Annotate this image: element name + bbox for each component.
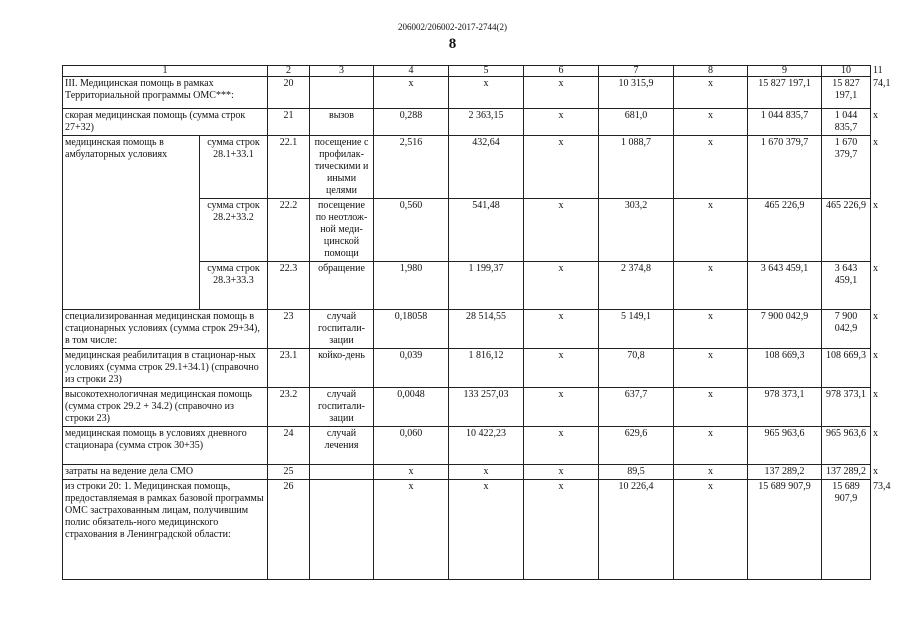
cell-c5: 2 363,15 bbox=[449, 109, 524, 136]
header-cell: 5 bbox=[449, 66, 524, 77]
header-cell: 8 bbox=[674, 66, 748, 77]
cell-c5: 1 816,12 bbox=[449, 349, 524, 388]
row-name: медицинская реабилитация в стационар-ных условиях (сумма строк 29.1+34.1) (справочно из строки 23) bbox=[63, 349, 268, 388]
row-subname: сумма строк 28.2+33.2 bbox=[200, 199, 268, 262]
row-name: специализированная медицинская помощь в стационарных условиях (сумма строк 29+34), в том числе: bbox=[63, 310, 268, 349]
row-unit: случай лечения bbox=[310, 427, 374, 465]
cell-c9: 465 226,9 bbox=[748, 199, 822, 262]
cell-c6: х bbox=[524, 427, 599, 465]
financing-table bbox=[62, 65, 891, 580]
cell-c10: 1 670 379,7 bbox=[822, 136, 871, 199]
header-cell: 9 bbox=[748, 66, 822, 77]
cell-c8: х bbox=[674, 77, 748, 109]
row-subname: сумма строк 28.3+33.3 bbox=[200, 262, 268, 310]
cell-c6: х bbox=[524, 310, 599, 349]
table-row: затраты на ведение дела СМО 25 х х х 89,5 х 137 289,2 137 289,2 х bbox=[63, 465, 871, 480]
page-number: 8 bbox=[448, 36, 457, 52]
cell-c6: х bbox=[524, 480, 599, 580]
cell-c8: х bbox=[674, 349, 748, 388]
table-row: сумма строк 28.2+33.2 22.2 посещение по неотлож-ной меди-цинской помощи 0,560 541,48 х 303,2 х 465 226,9 465 226,9 х bbox=[63, 199, 871, 262]
row-number: 20 bbox=[268, 77, 310, 109]
cell-c5: 28 514,55 bbox=[449, 310, 524, 349]
cell-c10: 7 900 042,9 bbox=[822, 310, 871, 349]
row-subname: сумма строк 28.1+33.1 bbox=[200, 136, 268, 199]
cell-c5: х bbox=[449, 77, 524, 109]
row-number: 26 bbox=[268, 480, 310, 580]
cell-c10: 108 669,3 bbox=[822, 349, 871, 388]
cell-c6: х bbox=[524, 262, 599, 310]
cell-c4: 0,560 bbox=[374, 199, 449, 262]
row-number: 23.2 bbox=[268, 388, 310, 427]
header-cell: 4 bbox=[374, 66, 449, 77]
row-number: 23 bbox=[268, 310, 310, 349]
row-unit bbox=[310, 465, 374, 480]
row-unit: случай госпитали-зации bbox=[310, 310, 374, 349]
cell-c6: х bbox=[524, 77, 599, 109]
row-unit: посещение с профилак-тическими и иными целями bbox=[310, 136, 374, 199]
cell-c9: 1 044 835,7 bbox=[748, 109, 822, 136]
row-number: 21 bbox=[268, 109, 310, 136]
row-unit: обращение bbox=[310, 262, 374, 310]
row-name: медицинская помощь в условиях дневного стационара (сумма строк 30+35) bbox=[63, 427, 268, 465]
cell-c5: х bbox=[449, 465, 524, 480]
cell-c6: х bbox=[524, 465, 599, 480]
row-number: 22.3 bbox=[268, 262, 310, 310]
cell-c10: 15 689 907,9 bbox=[822, 480, 871, 580]
cell-c6: х bbox=[524, 388, 599, 427]
table-row: высокотехнологичная медицинская помощь (сумма строк 29.2 + 34.2) (справочно из строки 23) 23.2 случай госпитали-зации 0,0048 133 257,03 х 637,7 х 978 373,1 978 373,1 х bbox=[63, 388, 871, 427]
cell-c5: 10 422,23 bbox=[449, 427, 524, 465]
cell-c8: х bbox=[674, 262, 748, 310]
table-row: специализированная медицинская помощь в стационарных условиях (сумма строк 29+34), в том числе: 23 случай госпитали-зации 0,18058 28 514,55 х 5 149,1 х 7 900 042,9 7 900 042,9 х bbox=[63, 310, 871, 349]
row-name: медицинская помощь в амбулаторных условиях bbox=[63, 136, 200, 310]
cell-c6: х bbox=[524, 349, 599, 388]
row-unit: койко-день bbox=[310, 349, 374, 388]
cell-c5: 541,48 bbox=[449, 199, 524, 262]
cell-c10: 965 963,6 bbox=[822, 427, 871, 465]
cell-c8: х bbox=[674, 199, 748, 262]
row-name: скорая медицинская помощь (сумма строк 27+32) bbox=[63, 109, 268, 136]
cell-c4: х bbox=[374, 465, 449, 480]
cell-c5: 432,64 bbox=[449, 136, 524, 199]
row-number: 22.2 bbox=[268, 199, 310, 262]
cell-c9: 108 669,3 bbox=[748, 349, 822, 388]
cell-c10: 465 226,9 bbox=[822, 199, 871, 262]
table-row: медицинская реабилитация в стационар-ных условиях (сумма строк 29.1+34.1) (справочно из строки 23) 23.1 койко-день 0,039 1 816,12 х 70,8 х 108 669,3 108 669,3 х bbox=[63, 349, 871, 388]
cell-c7: 2 374,8 bbox=[599, 262, 674, 310]
table-row: сумма строк 28.3+33.3 22.3 обращение 1,980 1 199,37 х 2 374,8 х 3 643 459,1 3 643 459,1 х bbox=[63, 262, 871, 310]
table-row: скорая медицинская помощь (сумма строк 27+32) 21 вызов 0,288 2 363,15 х 681,0 х 1 044 835,7 1 044 835,7 х bbox=[63, 109, 871, 136]
row-number: 24 bbox=[268, 427, 310, 465]
row-unit: вызов bbox=[310, 109, 374, 136]
table-row: медицинская помощь в амбулаторных условиях сумма строк 28.1+33.1 22.1 посещение с профилак-тическими и иными целями 2,516 432,64 х 1 088,7 х 1 670 379,7 1 670 379,7 х bbox=[63, 136, 871, 199]
header-cell: 1 bbox=[63, 66, 268, 77]
cell-c7: 303,2 bbox=[599, 199, 674, 262]
cell-c4: 0,288 bbox=[374, 109, 449, 136]
cell-c8: х bbox=[674, 427, 748, 465]
cell-c9: 965 963,6 bbox=[748, 427, 822, 465]
row-unit bbox=[310, 77, 374, 109]
table-row: III. Медицинская помощь в рамках Территориальной программы ОМС***: 20 х х х 10 315,9 х 15 827 197,1 15 827 197,1 74,1 bbox=[63, 77, 871, 109]
cell-c4: 0,18058 bbox=[374, 310, 449, 349]
cell-c8: х bbox=[674, 109, 748, 136]
header-cell: 7 bbox=[599, 66, 674, 77]
cell-c5: 133 257,03 bbox=[449, 388, 524, 427]
cell-c7: 681,0 bbox=[599, 109, 674, 136]
cell-c8: х bbox=[674, 388, 748, 427]
cell-c10: 137 289,2 bbox=[822, 465, 871, 480]
cell-c6: х bbox=[524, 109, 599, 136]
row-unit: посещение по неотлож-ной меди-цинской помощи bbox=[310, 199, 374, 262]
cell-c7: 637,7 bbox=[599, 388, 674, 427]
cell-c4: 0,039 bbox=[374, 349, 449, 388]
cell-c10: 978 373,1 bbox=[822, 388, 871, 427]
cell-c9: 15 827 197,1 bbox=[748, 77, 822, 109]
cell-c4: 0,060 bbox=[374, 427, 449, 465]
cell-c4: х bbox=[374, 480, 449, 580]
row-name: III. Медицинская помощь в рамках Территориальной программы ОМС***: bbox=[63, 77, 268, 109]
cell-c9: 15 689 907,9 bbox=[748, 480, 822, 580]
cell-c6: х bbox=[524, 199, 599, 262]
cell-c7: 10 315,9 bbox=[599, 77, 674, 109]
cell-c7: 629,6 bbox=[599, 427, 674, 465]
row-name: затраты на ведение дела СМО bbox=[63, 465, 268, 480]
header-cell: 6 bbox=[524, 66, 599, 77]
row-unit bbox=[310, 480, 374, 580]
header-cell: 10 bbox=[822, 66, 871, 77]
cell-c5: х bbox=[449, 480, 524, 580]
cell-c4: 0,0048 bbox=[374, 388, 449, 427]
cell-c4: 2,516 bbox=[374, 136, 449, 199]
header-cell: 2 bbox=[268, 66, 310, 77]
cell-c9: 7 900 042,9 bbox=[748, 310, 822, 349]
cell-c4: х bbox=[374, 77, 449, 109]
cell-c9: 1 670 379,7 bbox=[748, 136, 822, 199]
cell-c5: 1 199,37 bbox=[449, 262, 524, 310]
cell-c7: 89,5 bbox=[599, 465, 674, 480]
cell-c8: х bbox=[674, 465, 748, 480]
cell-c9: 978 373,1 bbox=[748, 388, 822, 427]
table-row: из строки 20: 1. Медицинская помощь, предоставляемая в рамках базовой программы ОМС застрахованным лицам, получившим полис обязатель-ного медицинского страхования в Ленинградской области: 26 х х х 10 226,4 х 15 689 907,9 15 689 907,9 73,4 bbox=[63, 480, 871, 580]
cell-c10: 15 827 197,1 bbox=[822, 77, 871, 109]
cell-c8: х bbox=[674, 480, 748, 580]
cell-c9: 3 643 459,1 bbox=[748, 262, 822, 310]
cell-c10: 3 643 459,1 bbox=[822, 262, 871, 310]
cell-c4: 1,980 bbox=[374, 262, 449, 310]
cell-c8: х bbox=[674, 310, 748, 349]
cell-c6: х bbox=[524, 136, 599, 199]
row-number: 25 bbox=[268, 465, 310, 480]
table-row: медицинская помощь в условиях дневного стационара (сумма строк 30+35) 24 случай лечения 0,060 10 422,23 х 629,6 х 965 963,6 965 963,6 х bbox=[63, 427, 871, 465]
document-number: 206002/206002-2017-2744(2) bbox=[398, 22, 507, 32]
header-row: 1 2 3 4 5 6 7 8 9 10 11 bbox=[63, 66, 871, 77]
header-cell: 3 bbox=[310, 66, 374, 77]
row-number: 22.1 bbox=[268, 136, 310, 199]
row-name: из строки 20: 1. Медицинская помощь, предоставляемая в рамках базовой программы ОМС застрахованным лицам, получившим полис обязатель-ного медицинского страхования в Ленинградской области: bbox=[63, 480, 268, 580]
cell-c9: 137 289,2 bbox=[748, 465, 822, 480]
cell-c7: 10 226,4 bbox=[599, 480, 674, 580]
row-unit: случай госпитали-зации bbox=[310, 388, 374, 427]
cell-c7: 70,8 bbox=[599, 349, 674, 388]
cell-c7: 5 149,1 bbox=[599, 310, 674, 349]
cell-c8: х bbox=[674, 136, 748, 199]
row-number: 23.1 bbox=[268, 349, 310, 388]
cell-c10: 1 044 835,7 bbox=[822, 109, 871, 136]
cell-c7: 1 088,7 bbox=[599, 136, 674, 199]
row-name: высокотехнологичная медицинская помощь (сумма строк 29.2 + 34.2) (справочно из строки 23) bbox=[63, 388, 268, 427]
